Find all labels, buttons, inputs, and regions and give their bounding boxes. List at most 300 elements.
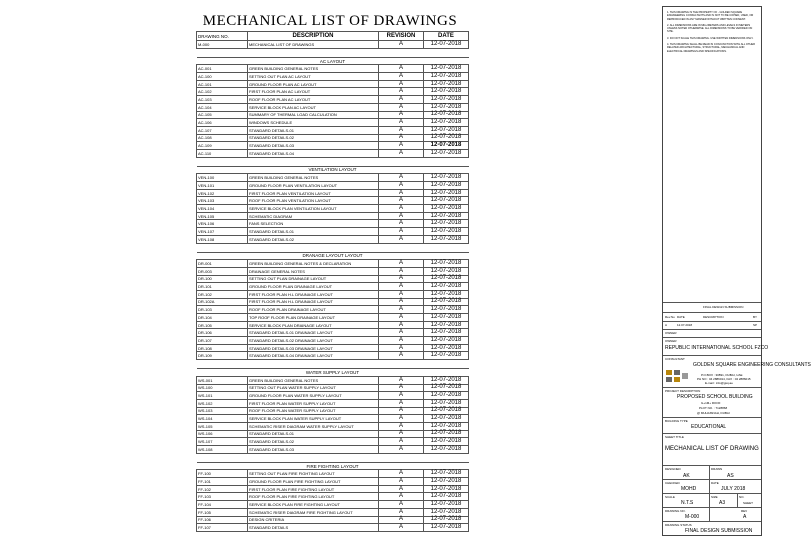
drawing-no-cell: FF-106 (197, 516, 248, 524)
divider (663, 493, 761, 494)
revision-cell: A (379, 399, 424, 407)
table-row (197, 516, 469, 524)
description-cell: ROOF FLOOR PLAN FIRE FIGHTING LAYOUT (248, 493, 379, 501)
revision-cell: A (379, 65, 424, 73)
description-cell: GROUND FLOOR PLAN AC LAYOUT (248, 80, 379, 88)
table-row (197, 174, 469, 182)
no-label: NO. (739, 495, 745, 499)
table-row (197, 197, 469, 205)
description-cell: STANDARD DETAILS-02 (248, 438, 379, 446)
section-heading: VENTILATION LAYOUT (197, 166, 469, 174)
table-row (197, 430, 469, 438)
date-cell: 12-07-2018 (424, 205, 469, 213)
table-row (197, 415, 469, 423)
drawing-no-cell: WS-106 (197, 430, 248, 438)
rev-description-label: DESCRIPTION (703, 315, 724, 319)
drawing-no-cell: AC-001 (197, 65, 248, 73)
table-row (197, 376, 469, 384)
date-cell: 12-07-2018 (424, 149, 469, 157)
date-cell: 12-07-2018 (424, 197, 469, 205)
drawing-no-cell: AC-103 (197, 96, 248, 104)
checked-label: CHECKED (665, 481, 680, 485)
date-cell: 12-07-2018 (424, 73, 469, 81)
drawing-no-cell: AC-100 (197, 73, 248, 81)
date-label: DATE (711, 481, 719, 485)
date-cell: 12-07-2018 (424, 508, 469, 516)
date-cell: 12-07-2018 (424, 267, 469, 275)
description-cell: MECHANICAL LIST OF DRAWINGS (248, 41, 379, 49)
date-cell: 12-07-2018 (424, 422, 469, 430)
header-drawing-no: DRAWING NO. (197, 32, 248, 41)
divider (663, 321, 761, 322)
revision-cell: A (379, 298, 424, 306)
description-cell: STANDARD DETAILS-02 DRAINAGE LAYOUT (248, 337, 379, 345)
table-row (197, 228, 469, 236)
table-row (197, 392, 469, 400)
description-cell: ROOF FLOOR PLAN DRAINAGE LAYOUT (248, 306, 379, 314)
consultant-name: GOLDEN SQUARE ENGINEERING CONSULTANTS (693, 362, 811, 368)
table-row (197, 478, 469, 486)
description-cell: ROOF FLOOR PLAN VENTILATION LAYOUT (248, 197, 379, 205)
table-row (197, 212, 469, 220)
drawing-no-label: DRAWING NO. (665, 509, 686, 513)
revision-cell: A (379, 478, 424, 486)
table-row (197, 470, 469, 478)
note-3: 3. DO NOT SCALE THIS DRAWING. USE WRITTEN DIMENSIONS ONLY. (667, 36, 754, 40)
description-cell: STANDARD DETAILS-01 (248, 430, 379, 438)
revision-cell: A (379, 470, 424, 478)
drawing-no-cell: WS-103 (197, 407, 248, 415)
table-row (197, 235, 469, 243)
date-cell: 12-07-2018 (424, 415, 469, 423)
drawing-no-cell: WS-107 (197, 438, 248, 446)
rev-by: SP (753, 323, 758, 327)
revision-cell: A (379, 235, 424, 243)
date-cell: 12-07-2018 (424, 329, 469, 337)
date-cell: 12-07-2018 (424, 65, 469, 73)
drawing-no-cell: DR-001 (197, 260, 248, 268)
revision-cell: A (379, 337, 424, 345)
designed-label: DESIGNED (665, 467, 681, 471)
divider (663, 312, 761, 313)
owner-heading: OWNER (665, 339, 677, 343)
revision-cell: A (379, 197, 424, 205)
date-cell: 12-07-2018 (424, 174, 469, 182)
drawing-no-cell: AC-102 (197, 88, 248, 96)
description-cell: GREEN BUILDING GENERAL NOTES & DECLARATION (248, 260, 379, 268)
divider (663, 329, 761, 330)
revision-cell: A (379, 329, 424, 337)
drawing-no-cell: FF-105 (197, 508, 248, 516)
date-cell: 12-07-2018 (424, 430, 469, 438)
drawing-no-cell: WS-105 (197, 422, 248, 430)
revision-cell: A (379, 103, 424, 111)
table-row (197, 407, 469, 415)
description-cell: SCHEMATIC DIAGRAM (248, 212, 379, 220)
project-floors: G+1M+ ROOF (701, 401, 721, 405)
revision-cell: A (379, 189, 424, 197)
date-cell: 12-07-2018 (424, 220, 469, 228)
date-cell: 12-07-2018 (424, 88, 469, 96)
drawing-no-cell: DR-103 (197, 306, 248, 314)
revision-cell: A (379, 111, 424, 119)
drawing-no-cell: DR-106 (197, 329, 248, 337)
description-cell: STANDARD DETAILS-03 DRAINAGE LAYOUT (248, 344, 379, 352)
table-row (197, 182, 469, 190)
date-cell: 12-07-2018 (424, 321, 469, 329)
section-heading-row (197, 369, 469, 377)
description-cell: STANDARD DETAILS (248, 524, 379, 532)
drawing-no-cell: FF-102 (197, 485, 248, 493)
rev-no: A (665, 323, 668, 327)
revision-label: REV (741, 509, 748, 513)
date-cell: 12-07-2018 (424, 516, 469, 524)
drawing-no-cell: FF-100 (197, 470, 248, 478)
section-heading-row (197, 57, 469, 65)
revision-cell: A (379, 407, 424, 415)
date-cell: 12-07-2018 (424, 407, 469, 415)
drawing-no-cell: AC-101 (197, 80, 248, 88)
spacer-cell (197, 360, 469, 369)
drawing-status: FINAL DESIGN SUBMISSION (685, 528, 753, 534)
date-cell: 12-07-2018 (424, 41, 469, 49)
size-label: SIZE (711, 495, 718, 499)
table-row (197, 298, 469, 306)
description-cell: STANDARD DETAILS-04 (248, 149, 379, 157)
table-row (197, 149, 469, 157)
plot-number: PLOT NO. : 7128868 (699, 406, 728, 410)
revision-cell: A (379, 438, 424, 446)
table-row (197, 142, 469, 150)
table-row (197, 337, 469, 345)
table-row (197, 260, 469, 268)
rev-no-label: Rev.No (665, 315, 675, 319)
revision-cell: A (379, 182, 424, 190)
date-cell: 12-07-2018 (424, 283, 469, 291)
general-notes (667, 11, 759, 56)
revision-cell: A (379, 290, 424, 298)
project-label: PROJECT DESCRIPTION (665, 389, 701, 393)
section-heading: WATER SUPPLY LAYOUT (197, 369, 469, 377)
table-row (197, 446, 469, 454)
table-row (197, 73, 469, 81)
revision-cell: A (379, 415, 424, 423)
date-cell: 12-07-2018 (424, 392, 469, 400)
spacer-row (197, 453, 469, 462)
description-cell: STANDARD DETAILS-04 DRAINAGE LAYOUT (248, 352, 379, 360)
revision-cell: A (379, 119, 424, 127)
description-cell: DRAINAGE GENERAL NOTES (248, 267, 379, 275)
drawing-no-cell: WS-102 (197, 399, 248, 407)
drawing-no-cell: AC-105 (197, 111, 248, 119)
spacer-cell (197, 453, 469, 462)
table-row (197, 283, 469, 291)
table-row (197, 134, 469, 142)
description-cell: SCHEMATIC RISER DIAGRAM WATER SUPPLY LAYOUT (248, 422, 379, 430)
consultant-address: P.O.BOX : 30891, DUBAI, UAE (701, 373, 743, 377)
drawing-no-cell: WS-100 (197, 384, 248, 392)
table-row (197, 290, 469, 298)
table-row (197, 103, 469, 111)
date-cell: 12-07-2018 (424, 470, 469, 478)
revision-cell: A (379, 142, 424, 150)
drawing-no-cell: DR-109 (197, 352, 248, 360)
revision-cell: A (379, 96, 424, 104)
section-heading: FIRE FIGHTING LAYOUT (197, 462, 469, 470)
date-cell: 12-07-2018 (424, 134, 469, 142)
table-row (197, 65, 469, 73)
table-row (197, 119, 469, 127)
drawing-no-cell: FF-103 (197, 493, 248, 501)
sheet-title: MECHANICAL LIST OF DRAWING (665, 446, 759, 452)
scale-label: SCALE (665, 495, 675, 499)
description-cell: SERVICE BLOCK PLAN WATER SUPPLY LAYOUT (248, 415, 379, 423)
spacer-row (197, 48, 469, 57)
table-row (197, 344, 469, 352)
scale-value: N.T.S (681, 500, 694, 506)
rev-date-label: DATE (677, 315, 685, 319)
description-cell: WINDOWS SCHEDULE (248, 119, 379, 127)
revision-cell: A (379, 275, 424, 283)
date-cell: 12-07-2018 (424, 189, 469, 197)
date-cell: 12-07-2018 (424, 182, 469, 190)
revision-cell: A (379, 493, 424, 501)
drawing-no-cell: DR-104 (197, 314, 248, 322)
checked-by: MOHD (681, 486, 697, 492)
date-cell: 12-07-2018 (424, 275, 469, 283)
building-type-label: BUILDING TYPE (665, 419, 688, 423)
revision-cell: A (379, 446, 424, 454)
drawing-no-cell: WS-108 (197, 446, 248, 454)
drawing-no-cell: AC-108 (197, 134, 248, 142)
description-cell: SERVICE BLOCK PLAN FIRE FIGHTING LAYOUT (248, 501, 379, 509)
table-row (197, 329, 469, 337)
section-heading-row (197, 462, 469, 470)
revision-cell: A (379, 344, 424, 352)
drawing-number: M-000 (685, 514, 700, 520)
revision-cell: A (379, 283, 424, 291)
date-cell: 12-07-2018 (424, 290, 469, 298)
revision-cell: A (379, 126, 424, 134)
consultant-email: E-mail : info@gsq.ae (705, 381, 733, 385)
drawing-list-table (196, 31, 469, 532)
description-cell: SETTING OUT PLAN AC LAYOUT (248, 73, 379, 81)
table-row (197, 267, 469, 275)
description-cell: DESIGN CRITERIA (248, 516, 379, 524)
revision-cell: A (379, 134, 424, 142)
date-cell: 12-07-2018 (424, 80, 469, 88)
revision-cell: A (379, 430, 424, 438)
date-cell: 12-07-2018 (424, 446, 469, 454)
spacer-cell (197, 243, 469, 252)
date-cell: 12-07-2018 (424, 306, 469, 314)
drawing-no-cell: DR-108 (197, 344, 248, 352)
rev-date: 12.07.2018 (677, 323, 693, 327)
drawing-no-cell: DR-102 (197, 290, 248, 298)
revision-cell: A (379, 422, 424, 430)
revision-cell: A (379, 212, 424, 220)
revision-cell: A (379, 88, 424, 96)
description-cell: SERVICE BLOCK PLAN VENTILATION LAYOUT (248, 205, 379, 213)
drawing-no-cell: VEN-102 (197, 189, 248, 197)
description-cell: STANDARD DETAILS-01 (248, 228, 379, 236)
description-cell: FIRST FLOOR PLAN H.L DRAINAGE LAYOUT (248, 298, 379, 306)
sheet-title-label: SHEET TITLE (665, 435, 684, 439)
table-row (197, 399, 469, 407)
drawing-no-cell: VEN-103 (197, 197, 248, 205)
drawing-no-cell: WS-104 (197, 415, 248, 423)
date-cell: 12-07-2018 (424, 344, 469, 352)
date-cell: 12-07-2018 (424, 438, 469, 446)
date-cell: 12-07-2018 (424, 111, 469, 119)
drawn-label: DRAWN (711, 467, 723, 471)
date-cell: 12-07-2018 (424, 524, 469, 532)
revision-cell: A (379, 524, 424, 532)
revision-cell: A (379, 516, 424, 524)
revision-cell: A (379, 228, 424, 236)
divider (663, 433, 761, 434)
description-cell: FANS SELECTION (248, 220, 379, 228)
table-row (197, 275, 469, 283)
table-row (197, 189, 469, 197)
drawing-no-cell: AC-107 (197, 126, 248, 134)
section-heading-row (197, 252, 469, 260)
revision-cell: A (379, 73, 424, 81)
stamp-label: FINAL DESIGN SUBMISSION (703, 305, 744, 309)
drawing-no-cell: DR-101 (197, 283, 248, 291)
table-row (197, 80, 469, 88)
date-cell: 12-07-2018 (424, 384, 469, 392)
date-cell: 12-07-2018 (424, 235, 469, 243)
revision-cell: A (379, 306, 424, 314)
drawing-no-cell: VEN-108 (197, 235, 248, 243)
description-cell: SETTING OUT PLAN FIRE FIGHTING LAYOUT (248, 470, 379, 478)
date-cell: 12-07-2018 (424, 260, 469, 268)
revision-cell: A (379, 41, 424, 49)
table-row (197, 485, 469, 493)
table-row (197, 126, 469, 134)
drawing-list-body (197, 32, 469, 532)
date-cell: 12-07-2018 (424, 298, 469, 306)
drawing-no-cell: M-000 (197, 41, 248, 49)
date-cell: 12-07-2018 (424, 337, 469, 345)
table-header-row (197, 32, 469, 41)
drawing-no-cell: VEN-105 (197, 212, 248, 220)
date-cell: 12-07-2018 (424, 314, 469, 322)
drawing-no-cell: AC-106 (197, 119, 248, 127)
revision-cell: A (379, 260, 424, 268)
revision-cell: A (379, 321, 424, 329)
divider (663, 479, 761, 480)
date-cell: 12-07-2018 (424, 126, 469, 134)
drawing-no-cell: AC-104 (197, 103, 248, 111)
description-cell: STANDARD DETAILS-03 (248, 142, 379, 150)
date-cell: 12-07-2018 (424, 399, 469, 407)
date-cell: 12-07-2018 (424, 501, 469, 509)
date-cell: 12-07-2018 (424, 478, 469, 486)
revision-cell: A (379, 314, 424, 322)
revision-cell: A (379, 352, 424, 360)
date-cell: 12-07-2018 (424, 376, 469, 384)
description-cell: GREEN BUILDING GENERAL NOTES (248, 174, 379, 182)
spacer-row (197, 243, 469, 252)
table-row (197, 41, 469, 49)
description-cell: STANDARD DETAILS-01 (248, 126, 379, 134)
table-row (197, 314, 469, 322)
sheet-value: SHEET (743, 501, 754, 505)
description-cell: SUMMARY OF THERMAL LOAD CALCULATION (248, 111, 379, 119)
table-row (197, 384, 469, 392)
consultant-label: CONSULTANT (665, 357, 685, 361)
description-cell: STANDARD DETAILS-03 (248, 446, 379, 454)
description-cell: FIRST FLOOR PLAN VENTILATION LAYOUT (248, 189, 379, 197)
rev-by-label: BY (753, 315, 758, 319)
status-label: DRAWING STATUS (665, 523, 692, 527)
page-title: MECHANICAL LIST OF DRAWINGS (202, 13, 458, 29)
drawing-no-cell: WS-001 (197, 376, 248, 384)
note-1: 1. THIS DRAWING IS THE PROPERTY OF - GOLDEN SQUARE ENGINEERING CONSULTANTS AND IS NOT TO BE COPIED, USED, OR REPRODUCED IN ANY MANNER WITHOUT WRITTEN CONSENT. (667, 11, 754, 21)
building-type: EDUCATIONAL (691, 424, 727, 430)
designed-by: AK (683, 473, 690, 479)
description-cell: STANDARD DETAILS-01 DRAINAGE LAYOUT (248, 329, 379, 337)
table-row (197, 306, 469, 314)
drawing-no-cell: DR-003 (197, 267, 248, 275)
table-row (197, 205, 469, 213)
description-cell: SCHEMATIC RISER DIAGRAM FIRE FIGHTING LAYOUT (248, 508, 379, 516)
section-heading: AC LAYOUT (197, 57, 469, 65)
revision-cell: A (379, 485, 424, 493)
revision-cell: A (379, 220, 424, 228)
divider (663, 417, 761, 418)
drawing-no-cell: DR-107 (197, 337, 248, 345)
description-cell: ROOF FLOOR PLAN WATER SUPPLY LAYOUT (248, 407, 379, 415)
drawing-no-cell: WS-101 (197, 392, 248, 400)
revision-cell: A (379, 384, 424, 392)
description-cell: FIRST FLOOR PLAN WATER SUPPLY LAYOUT (248, 399, 379, 407)
header-revision: REVISION (379, 32, 424, 41)
revision-cell: A (379, 149, 424, 157)
section-heading-row (197, 166, 469, 174)
description-cell: GROUND FLOOR PLAN FIRE FIGHTING LAYOUT (248, 478, 379, 486)
spacer-row (197, 157, 469, 166)
drawing-no-cell: FF-101 (197, 478, 248, 486)
date-cell: 12-07-2018 (424, 228, 469, 236)
table-row (197, 508, 469, 516)
table-row (197, 493, 469, 501)
spacer-cell (197, 157, 469, 166)
drawing-no-cell: AC-110 (197, 149, 248, 157)
description-cell: TOP ROOF FLOOR PLAN DRAINAGE LAYOUT (248, 314, 379, 322)
description-cell: SERVICE BLOCK PLAN AC LAYOUT (248, 103, 379, 111)
date-cell: 12-07-2018 (424, 212, 469, 220)
table-row (197, 438, 469, 446)
revision-cell: A (379, 501, 424, 509)
description-cell: GROUND FLOOR PLAN DRAINAGE LAYOUT (248, 283, 379, 291)
table-row (197, 352, 469, 360)
divider (663, 507, 761, 508)
note-2: 2. ALL DIMENSIONS ARE IN MILLIMETERS AND LEVELS IN METERS UNLESS NOTED OTHERWISE. ALL DIMENSIONS TO BE VERIFIED ON SITE. (667, 23, 753, 34)
drawing-no-cell: VEN-106 (197, 220, 248, 228)
table-row (197, 220, 469, 228)
description-cell: FIRST FLOOR PLAN FIRE FIGHTING LAYOUT (248, 485, 379, 493)
revision-cell: A (379, 267, 424, 275)
drawing-no-cell: DR-100 (197, 275, 248, 283)
note-4: 4. THIS DRAWING SHALL BE READ IN CONJUNCTION WITH ALL OTHER RELATED ARCHITECTURAL, STRUCTURAL, MECHANICAL AND ELECTRICAL DRAWINGS AND SPECIFICATIONS. (667, 43, 756, 53)
consultant-logo-icon (666, 370, 688, 382)
description-cell: SETTING OUT PLAN WATER SUPPLY LAYOUT (248, 384, 379, 392)
drawing-no-cell: FF-104 (197, 501, 248, 509)
description-cell: GROUND FLOOR PLAN WATER SUPPLY LAYOUT (248, 392, 379, 400)
